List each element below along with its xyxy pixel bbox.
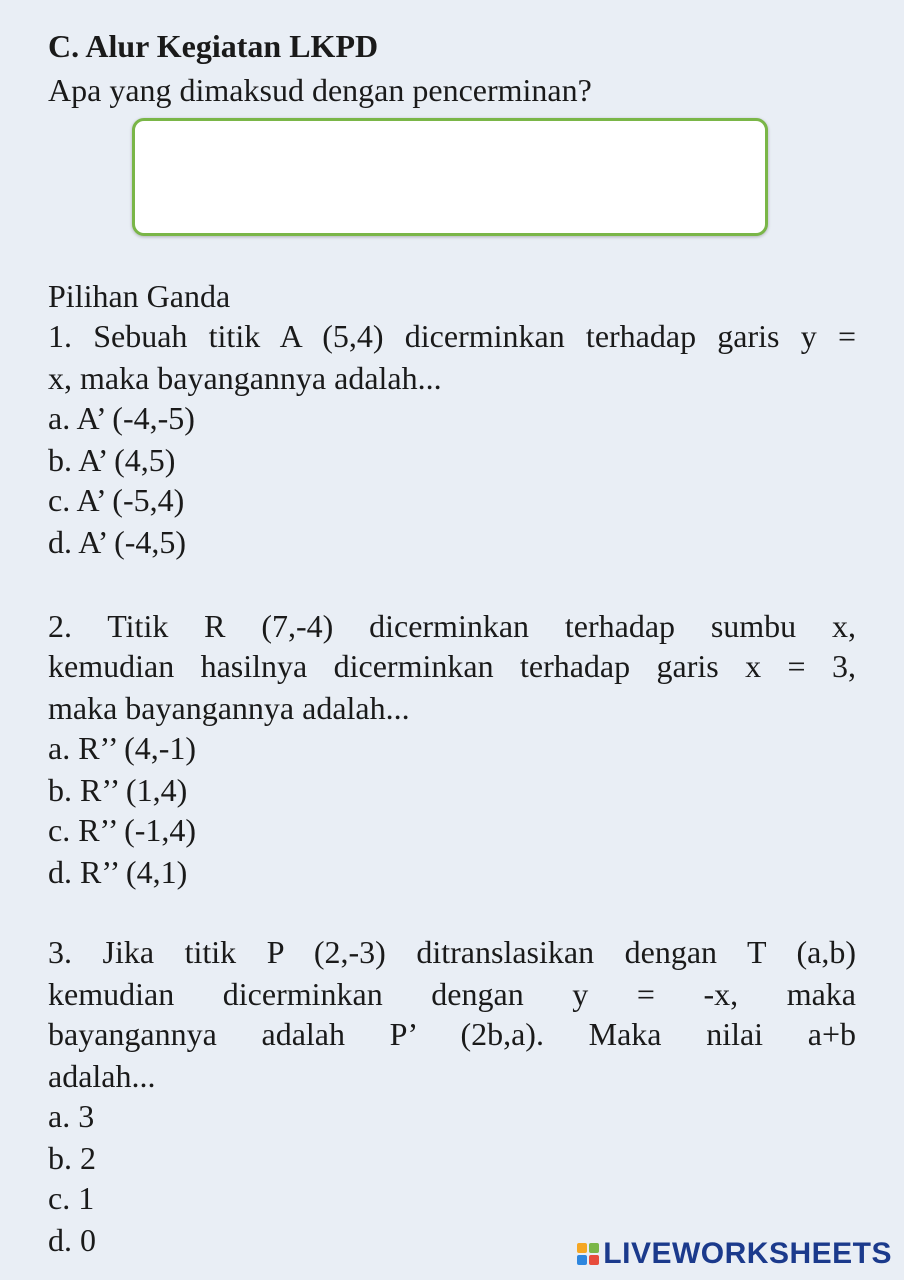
q2-option-d: d. R’’ (4,1) xyxy=(48,854,188,890)
q1-option-d: d. A’ (-4,5) xyxy=(48,524,187,560)
logo-square-4 xyxy=(589,1255,599,1265)
q3-text-line-3: bayangannya adalah P’ (2b,a). Maka nilai a+b xyxy=(48,1016,856,1052)
q3-text-line-1: 3. Jika titik P (2,-3) ditranslasikan dengan T (a,b) xyxy=(48,934,856,970)
q2-option-a: a. R’’ (4,-1) xyxy=(48,730,197,766)
q3-option-b: b. 2 xyxy=(48,1140,96,1176)
q1-text-line-2: x, maka bayangannya adalah... xyxy=(48,360,442,396)
q2-text-line-1: 2. Titik R (7,-4) dicerminkan terhadap sumbu x, xyxy=(48,608,856,644)
q2-option-b: b. R’’ (1,4) xyxy=(48,772,188,808)
answer-input[interactable] xyxy=(135,121,765,233)
logo-text: LIVEWORKSHEETS xyxy=(603,1237,892,1270)
q3-option-c: c. 1 xyxy=(48,1180,95,1216)
mc-header: Pilihan Ganda xyxy=(48,278,231,314)
q3-option-d: d. 0 xyxy=(48,1222,96,1258)
q1-option-b: b. A’ (4,5) xyxy=(48,442,176,478)
q2-text-line-2: kemudian hasilnya dicerminkan terhadap garis x = 3, xyxy=(48,648,856,684)
logo-square-1 xyxy=(577,1243,587,1253)
question-intro: Apa yang dimaksud dengan pencerminan? xyxy=(48,72,592,108)
q2-text-line-3: maka bayangannya adalah... xyxy=(48,690,410,726)
q1-text-line-1: 1. Sebuah titik A (5,4) dicerminkan terhadap garis y = xyxy=(48,318,856,354)
liveworksheets-grid-icon xyxy=(577,1243,599,1265)
q2-option-c: c. R’’ (-1,4) xyxy=(48,812,197,848)
q3-text-line-2: kemudian dicerminkan dengan y = -x, maka xyxy=(48,976,856,1012)
logo-square-3 xyxy=(577,1255,587,1265)
q3-option-a: a. 3 xyxy=(48,1098,95,1134)
answer-box xyxy=(132,118,768,236)
q1-option-a: a. A’ (-4,-5) xyxy=(48,400,195,436)
logo-square-2 xyxy=(589,1243,599,1253)
liveworksheets-logo xyxy=(577,1236,892,1272)
q3-text-line-4: adalah... xyxy=(48,1058,156,1094)
q1-option-c: c. A’ (-5,4) xyxy=(48,482,185,518)
section-title: C. Alur Kegiatan LKPD xyxy=(48,28,379,64)
